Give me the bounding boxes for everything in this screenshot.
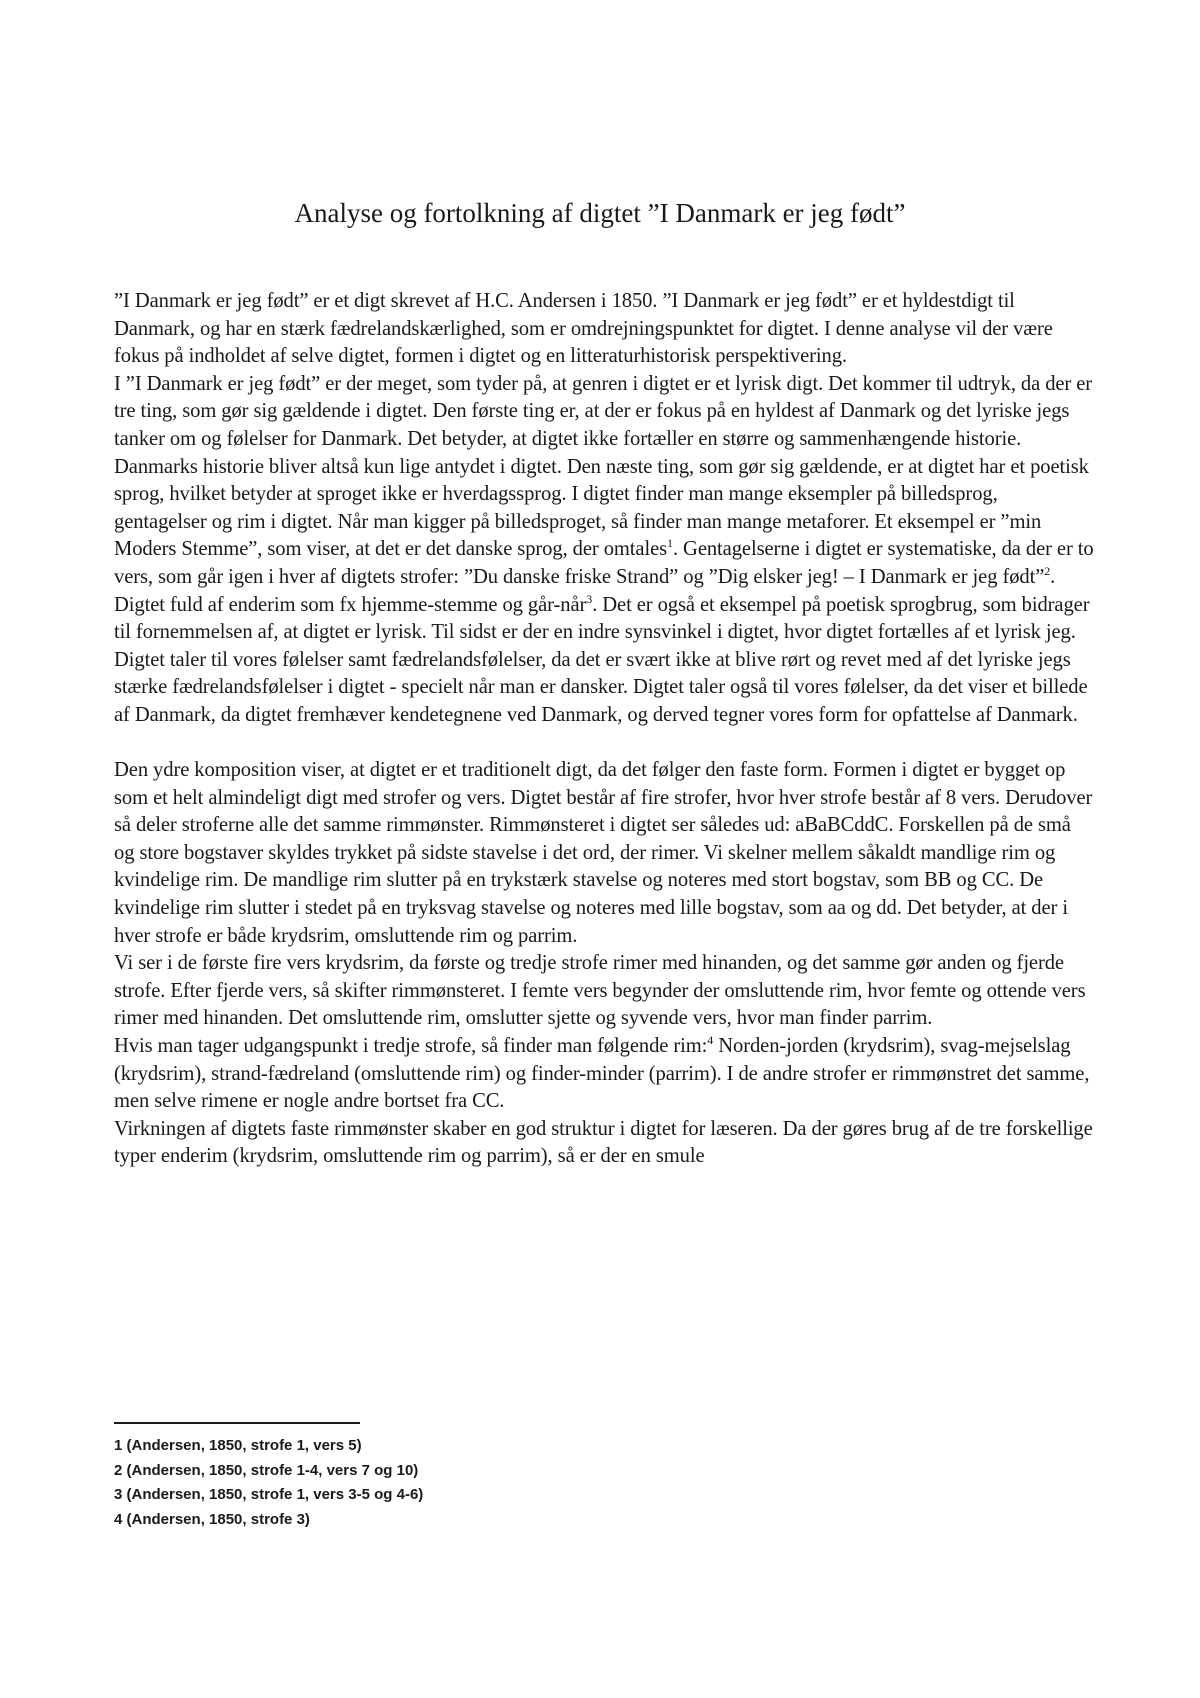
footnote-ref: 4 [707, 1033, 714, 1048]
paragraph-text: ”I Danmark er jeg født” er et digt skrevet af H.C. Andersen i 1850. ”I Danmark er jeg født” er et hyldestdigt til Danmark, og har en stærk fædrelandskærlighed, som er omdrejningspunktet for digtet. I denne analyse vil der være fokus på indholdet af selve digtet, formen i digtet og en litteraturhistorisk perspektivering. [114, 290, 1053, 368]
paragraph-p2 [114, 371, 1094, 647]
body-text [114, 288, 1094, 1171]
footnote-separator [114, 1422, 360, 1424]
paragraph-p1 [114, 288, 1094, 371]
paragraph-text: Norden-jorden (krydsrim), svag-mejselslag (krydsrim), strand-fædreland (omsluttende rim) og finder-minder (parrim). I de andre strofer er rimmønstret det samme, men selve rimene er nogle andre bortset fra CC. [114, 1035, 1090, 1113]
footnote-4: 4 (Andersen, 1850, strofe 3) [114, 1510, 310, 1528]
paragraph-text: . Det er også et eksempel på poetisk sprogbrug, som bidrager til fornemmelsen af, at digtet er lyrisk. Til sidst er der en indre synsvinkel i digtet, hvor digtet fortælles af et lyrisk jeg. [114, 593, 1090, 644]
paragraph-text: Virkningen af digtets faste rimmønster skaber en god struktur i digtet for læseren. Da der gøres brug af de tre forskellige typer enderim (krydsrim, omsluttende rim og parrim), så er der en smule [114, 1117, 1093, 1168]
paragraph-p7 [114, 1116, 1094, 1171]
footnotes [114, 1434, 714, 1532]
paragraph-p5 [114, 950, 1094, 1033]
paragraph-text: Den ydre komposition viser, at digtet er et traditionelt digt, da det følger den faste form. Formen i digtet er bygget op som et helt almindeligt digt med strofer og vers. Digtet består af fire strofer, hvor hver strofe består af 8 vers. Derudover så deler stroferne alle det samme rimmønster. Rimmønsteret i digtet ser således ud: aBaBCddC. Forskellen på de små og store bogstaver skyldes trykket på sidste stavelse i det ord, der rimer. Vi skelner mellem såkaldt mandlige rim og kvindelige rim. De mandlige rim slutter på en trykstærk stavelse og noteres med stort bogstav, som BB og CC. De kvindelige rim slutter i stedet på en tryksvag stavelse og noteres med lille bogstav, som aa og dd. Det betyder, at der i hver strofe er både krydsrim, omsluttende rim og parrim. [114, 759, 1093, 947]
footnote-2: 2 (Andersen, 1850, strofe 1-4, vers 7 og 10) [114, 1461, 419, 1479]
footnote-1: 1 (Andersen, 1850, strofe 1, vers 5) [114, 1437, 362, 1454]
footnote-ref: 2 [1044, 564, 1051, 579]
page-title: Analyse og fortolkning af digtet ”I Danmark er jeg født” [294, 198, 906, 228]
paragraph-text: Digtet taler til vores følelser samt fædrelandsfølelser, da det er svært ikke at blive rørt og revet med af det lyriske jegs stærke fædrelandsfølelser i digtet - specielt når man er dansker. Digtet taler også til vores følelser, da det viser et billede af Danmark, da digtet fremhæver kendetegnene ved Danmark, og derved tegner vores form for opfattelse af Danmark. [114, 648, 1088, 726]
paragraph-p3 [114, 647, 1094, 730]
footnote-ref: 3 [586, 591, 593, 606]
paragraph-text: Hvis man tager udgangspunkt i tredje strofe, så finder man følgende rim: [114, 1035, 708, 1058]
footnote-3: 3 (Andersen, 1850, strofe 1, vers 3-5 og 4-6) [114, 1486, 424, 1503]
paragraph-text: . Gentagelserne i digtet er systematiske, da der er to vers, som går igen i hver af digtets strofer: ”Du danske friske Strand” og ”Dig elsker jeg! – I Danmark er jeg født” [114, 538, 1094, 588]
footnote-ref: 1 [667, 536, 673, 551]
paragraph-text: Vi ser i de første fire vers krydsrim, da første og tredje strofe rimer med hinanden, og det samme gør anden og fjerde strofe. Efter fjerde vers, så skifter rimmønsteret. I femte vers begynder der omsluttende rim, hvor femte og ottende vers rimer med hinanden. Det omsluttende rim, omslutter sjette og syvende vers, hvor man finder parrim. [114, 952, 1086, 1030]
paragraph-text: . Digtet fuld af enderim som fx hjemme-stemme og går-når [114, 565, 1056, 616]
paragraph-text: I ”I Danmark er jeg født” er der meget, som tyder på, at genren i digtet er et lyrisk digt. Det kommer til udtryk, da der er tre ting, som gør sig gældende i digtet. Den første ting er, at der er fokus på en hyldest af Danmark og det lyriske jegs tanker om og følelser for Danmark. Det betyder, at digtet ikke fortæller en større og sammenhængende historie. Danmarks historie bliver altså kun lige antydet i digtet. Den næste ting, som gør sig gældende, er at digtet har et poetisk sprog, hvilket betyder at sproget ikke er hverdagssprog. I digtet finder man mange eksempler på billedsprog, gentagelser og rim i digtet. Når man kigger på billedsproget, så finder man mange metaforer. Et eksempel er ”min Moders Stemme”, som viser, at det er det danske sprog, der omtales [114, 372, 1093, 561]
paragraph-p6 [114, 1033, 1094, 1116]
paragraph-p4 [114, 757, 1094, 950]
